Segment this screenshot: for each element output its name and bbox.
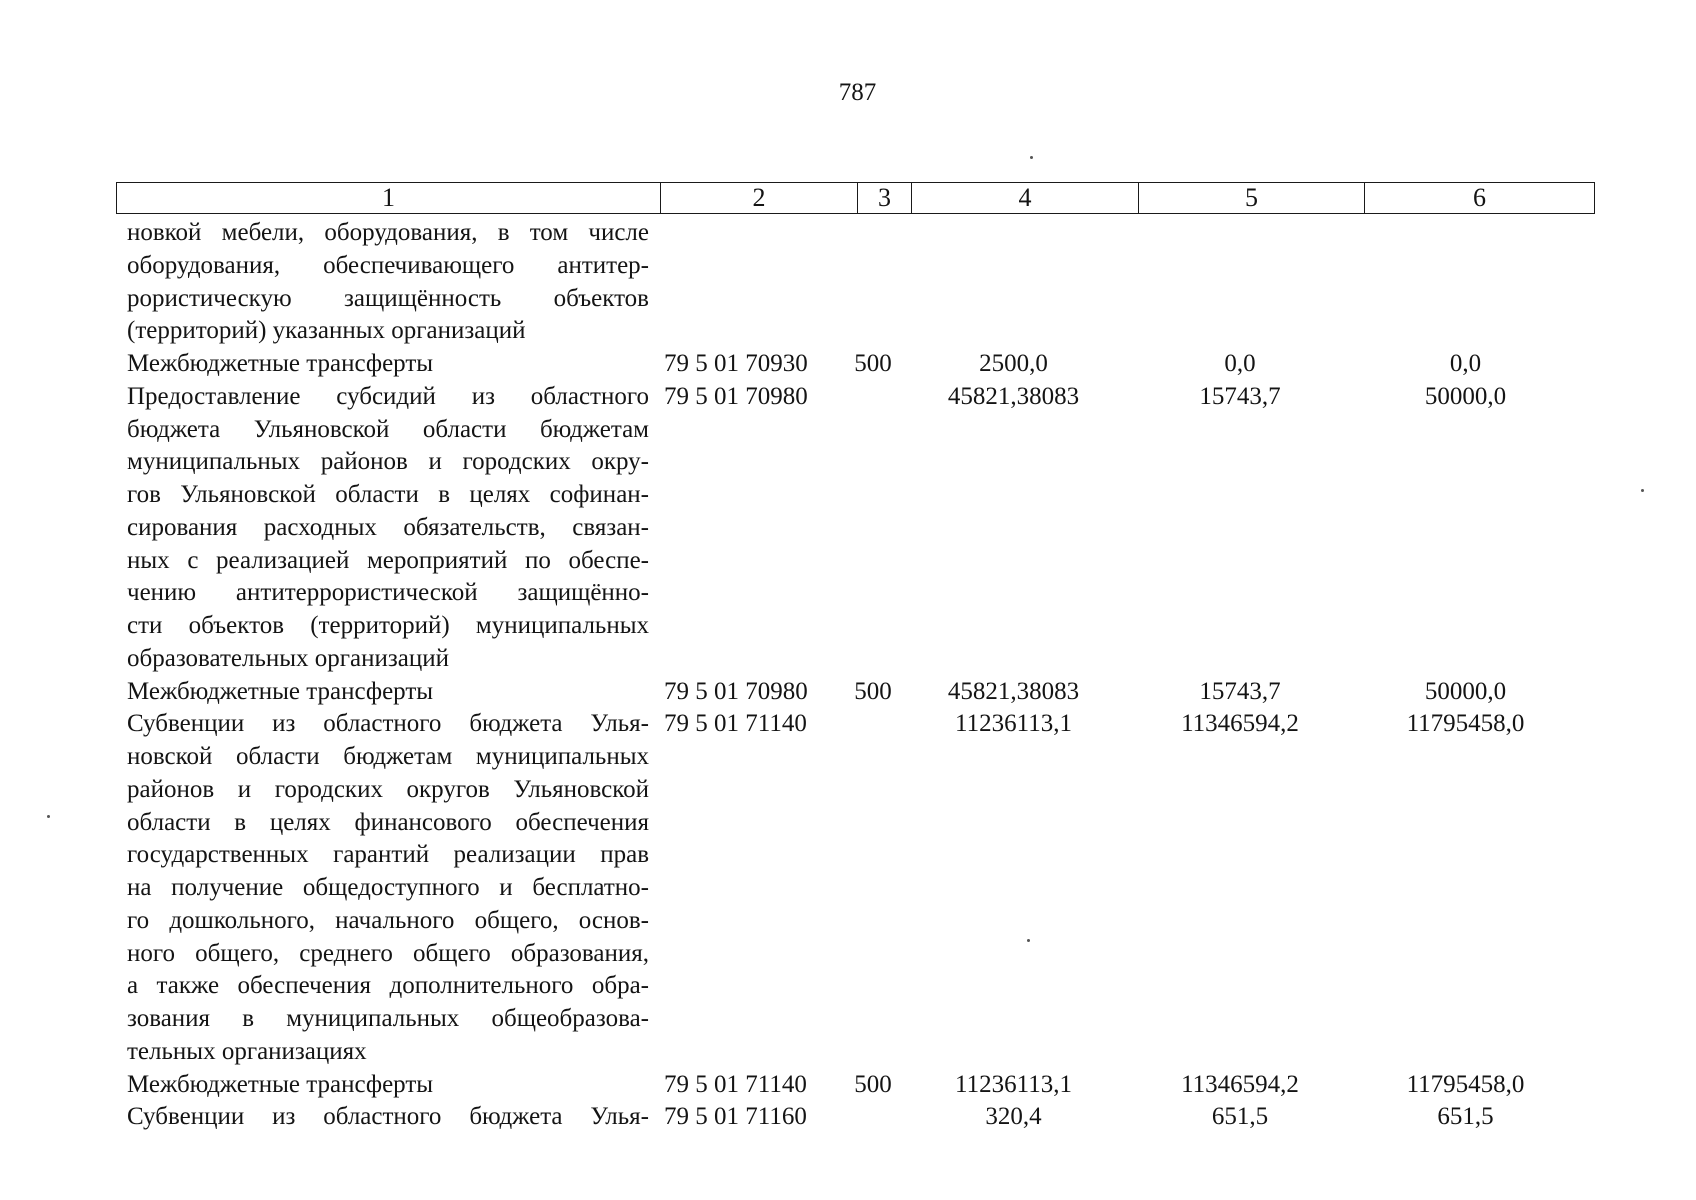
column-header-2: 2 (661, 183, 858, 214)
row-name-line: государственных гарантий реализации прав (127, 841, 649, 869)
row-name-line: ного общего, среднего общего образования, (127, 939, 649, 967)
row-expense-type: 500 (854, 677, 892, 705)
row-name-line: го дошкольного, начального общего, основ- (127, 906, 649, 934)
column-header-row (117, 183, 1595, 214)
table-row (116, 348, 1594, 381)
row-name-line: (территорий) указанных организаций (127, 317, 526, 345)
row-code: 79 5 01 70980 (664, 677, 808, 705)
row-value-col5: 15743,7 (1199, 677, 1281, 705)
row-name-line: Межбюджетные трансферты (127, 1070, 434, 1098)
scan-speck (1641, 489, 1644, 492)
table-row (116, 1101, 1594, 1134)
row-name-line: новкой мебели, оборудования, в том числе (127, 219, 649, 246)
row-name-line: гов Ульяновской области в целях софинан- (127, 481, 649, 508)
row-name-line: новской области бюджетам муниципальных (127, 743, 649, 770)
row-name-line: на получение общедоступного и бесплатно- (127, 874, 649, 901)
row-value-col6: 11795458,0 (1406, 1070, 1525, 1098)
row-name (116, 381, 649, 676)
table-row (116, 1069, 1594, 1102)
scan-speck (1027, 939, 1030, 942)
row-name (116, 708, 649, 1068)
row-name-line: Субвенции из областного бюджета Улья- (127, 710, 649, 738)
row-value-col4: 45821,38083 (947, 677, 1080, 705)
row-name-line: Межбюджетные трансферты (127, 677, 434, 705)
row-value-col4: 11236113,1 (955, 710, 1072, 738)
row-name (116, 348, 649, 381)
row-name-line: оборудования, обеспечивающего антитер- (127, 251, 649, 279)
budget-table-body (116, 217, 1594, 1134)
table-row (116, 381, 1594, 676)
row-name-line: ных с реализацией мероприятий по обеспе- (127, 546, 649, 574)
row-code: 79 5 01 71160 (664, 1103, 807, 1131)
row-name-line: области в целях финансового обеспечения (127, 808, 649, 836)
row-value-col5: 651,5 (1211, 1103, 1269, 1131)
table-row (116, 217, 1594, 348)
column-header-1: 1 (117, 183, 661, 214)
column-header-table (116, 182, 1595, 214)
row-code: 79 5 01 71140 (664, 1070, 807, 1098)
row-value-col5: 15743,7 (1199, 382, 1281, 410)
row-name (116, 676, 649, 709)
column-header-4: 4 (912, 183, 1139, 214)
row-name-line: рористическую защищённость объектов (127, 284, 649, 312)
table-row (116, 708, 1594, 1068)
row-name-line: тельных организациях (127, 1037, 367, 1065)
row-name-line: муниципальных районов и городских окру- (127, 448, 649, 476)
row-value-col6: 50000,0 (1424, 382, 1507, 410)
row-value-col4: 2500,0 (979, 350, 1048, 377)
row-name-line: Субвенции из областного бюджета Улья- (127, 1103, 649, 1131)
row-value-col5: 11346594,2 (1181, 1070, 1299, 1098)
row-name-line: Межбюджетные трансферты (127, 350, 434, 377)
row-code: 79 5 01 71140 (664, 710, 807, 738)
row-expense-type: 500 (854, 1070, 892, 1098)
row-name (116, 1069, 649, 1102)
column-header-3: 3 (858, 183, 912, 214)
row-value-col4: 320,4 (985, 1103, 1042, 1131)
column-header-6: 6 (1365, 183, 1595, 214)
row-value-col4: 45821,38083 (947, 382, 1080, 410)
column-header-5: 5 (1139, 183, 1365, 214)
scan-speck (47, 815, 50, 818)
row-value-col5: 0,0 (1224, 350, 1256, 377)
row-value-col4: 11236113,1 (955, 1070, 1072, 1098)
row-name-line: Предоставление субсидий из областного (127, 382, 649, 410)
scan-speck (1030, 156, 1033, 159)
row-code: 79 5 01 70930 (664, 350, 808, 377)
row-name-line: а также обеспечения дополнительного обра- (127, 972, 649, 1000)
page-number: 787 (838, 79, 877, 106)
row-value-col6: 50000,0 (1424, 677, 1507, 705)
row-name-line: сти объектов (территорий) муниципальных (127, 612, 649, 639)
row-expense-type: 500 (854, 350, 892, 377)
row-name (116, 217, 649, 348)
row-value-col6: 11795458,0 (1406, 710, 1525, 738)
row-value-col6: 651,5 (1437, 1103, 1494, 1131)
row-code: 79 5 01 70980 (664, 382, 808, 410)
row-name-line: районов и городских округов Ульяновской (127, 775, 649, 803)
row-name-line: сирования расходных обязательств, связан- (127, 513, 649, 541)
table-row (116, 676, 1594, 709)
row-name (116, 1101, 649, 1134)
row-name-line: образовательных организаций (127, 644, 450, 672)
row-value-col5: 11346594,2 (1181, 710, 1299, 738)
row-name-line: зования в муниципальных общеобразова- (127, 1005, 649, 1032)
row-value-col6: 0,0 (1449, 350, 1482, 377)
row-name-line: чению антитеррористической защищённо- (127, 579, 649, 607)
row-name-line: бюджета Ульяновской области бюджетам (127, 415, 649, 443)
